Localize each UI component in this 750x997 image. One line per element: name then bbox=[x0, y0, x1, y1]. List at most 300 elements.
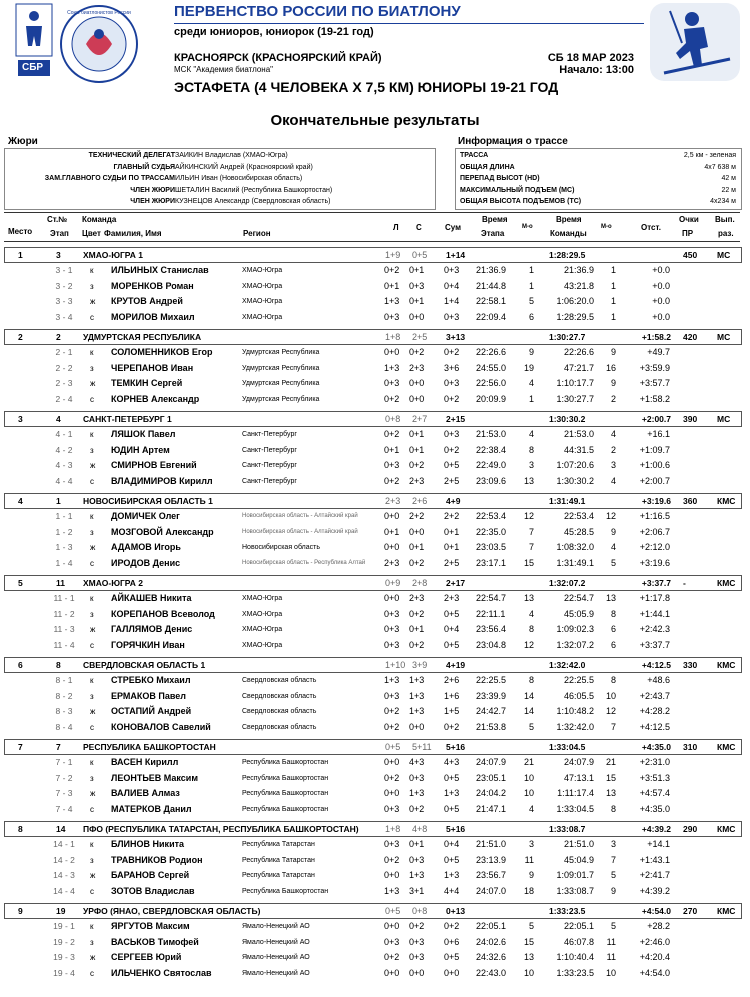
athlete-standing: 0+1 bbox=[409, 429, 425, 439]
course-label: ОБЩАЯ ДЛИНА bbox=[460, 163, 515, 171]
athlete-row bbox=[4, 509, 740, 524]
team-row bbox=[4, 903, 742, 919]
athlete-region: Новосибирская область bbox=[242, 544, 320, 551]
athlete-leg-rank: 21 bbox=[523, 757, 534, 767]
team-prone: 2+3 bbox=[385, 496, 401, 506]
athlete-sum: 0+5 bbox=[444, 772, 460, 783]
athlete-row bbox=[4, 263, 740, 278]
athlete-sum: 4+3 bbox=[444, 757, 460, 767]
athlete-leg-time: 23:09.6 bbox=[476, 475, 507, 486]
athlete-team-rank: 21 bbox=[605, 757, 616, 767]
team-bib: 1 bbox=[56, 496, 61, 506]
athlete-color: ж bbox=[90, 297, 96, 306]
athlete-standing: 0+2 bbox=[409, 347, 425, 357]
athlete-behind: +14.1 bbox=[647, 839, 670, 849]
athlete-leg-time: 23:17.1 bbox=[476, 557, 507, 568]
athlete-row bbox=[4, 622, 740, 637]
athlete-leg-rank: 7 bbox=[528, 542, 534, 552]
athlete-color: к bbox=[90, 266, 94, 275]
athlete-name: ВАСЕН Кирилл bbox=[111, 757, 179, 767]
athlete-row bbox=[4, 966, 740, 981]
athlete-leg: 1 - 3 bbox=[55, 542, 73, 552]
team-name: ХМАО-ЮГРА 2 bbox=[83, 578, 143, 588]
jury-name: ИЛЬИН Иван (Новосибирская область) bbox=[175, 175, 303, 182]
athlete-leg-time: 22:35.0 bbox=[476, 526, 507, 537]
athlete-leg-rank: 10 bbox=[523, 772, 534, 783]
athlete-leg-rank: 4 bbox=[528, 608, 534, 619]
athlete-leg: 14 - 3 bbox=[53, 870, 75, 880]
athlete-region: Ямало-Ненецкий АО bbox=[242, 938, 310, 946]
athlete-name: ИЛЬЧЕНКО Святослав bbox=[111, 967, 212, 978]
athlete-behind: +2:41.7 bbox=[639, 870, 670, 880]
athlete-row bbox=[4, 310, 740, 325]
athlete-region: ХМАО-Югра bbox=[242, 595, 283, 602]
athlete-name: ВАСЬКОВ Тимофей bbox=[111, 936, 199, 947]
col-name: Фамилия, Имя bbox=[104, 229, 162, 238]
athlete-color: с bbox=[90, 558, 94, 568]
athlete-standing: 0+1 bbox=[409, 296, 425, 306]
athlete-standing: 0+2 bbox=[409, 803, 425, 814]
athlete-team-time: 1:30:30.2 bbox=[556, 475, 594, 486]
jury-row bbox=[9, 185, 332, 196]
athlete-color: с bbox=[90, 640, 94, 650]
athlete-team-time: 22:05.1 bbox=[563, 921, 594, 931]
athlete-row bbox=[4, 755, 740, 770]
team-standing: 5+11 bbox=[412, 742, 432, 752]
athlete-leg: 4 - 2 bbox=[55, 444, 73, 455]
athlete-name: ЕРМАКОВ Павел bbox=[111, 690, 186, 701]
athlete-region: Республика Башкортостан bbox=[242, 790, 329, 797]
athlete-row bbox=[4, 361, 740, 376]
athlete-behind: +4:54.0 bbox=[639, 967, 670, 978]
athlete-team-time: 1:32:42.0 bbox=[556, 721, 594, 732]
athlete-standing: 0+3 bbox=[409, 854, 425, 865]
athlete-region: Санкт-Петербург bbox=[242, 477, 297, 485]
col-bib-top: Ст.№ bbox=[47, 215, 68, 224]
athlete-leg: 14 - 4 bbox=[53, 885, 75, 896]
athlete-team-rank: 11 bbox=[606, 952, 616, 962]
athlete-standing: 0+0 bbox=[409, 721, 425, 732]
athlete-prone: 0+0 bbox=[384, 511, 400, 521]
course-label: ПЕРЕПАД ВЫСОТ (HD) bbox=[460, 175, 540, 182]
athlete-team-rank: 1 bbox=[610, 265, 616, 275]
athlete-color: ж bbox=[90, 707, 96, 716]
athlete-row bbox=[4, 607, 740, 622]
athlete-leg-rank: 1 bbox=[528, 393, 534, 404]
athlete-sum: 0+1 bbox=[444, 542, 460, 552]
athlete-prone: 0+2 bbox=[384, 393, 400, 404]
athlete-standing: 0+0 bbox=[409, 311, 425, 322]
team-time: 1:31:49.1 bbox=[549, 496, 586, 506]
athlete-leg: 1 - 4 bbox=[55, 557, 73, 568]
athlete-behind: +2:12.0 bbox=[639, 542, 670, 552]
athlete-color: ж bbox=[90, 625, 96, 634]
athlete-team-time: 24:07.9 bbox=[563, 757, 594, 767]
header-divider bbox=[174, 23, 644, 24]
jury-row bbox=[9, 196, 330, 207]
athlete-sum: 0+2 bbox=[444, 347, 460, 357]
team-bib: 14 bbox=[56, 824, 66, 834]
course-title: Информация о трассе bbox=[458, 136, 568, 147]
athlete-leg-time: 24:04.2 bbox=[476, 788, 507, 798]
athlete-standing: 0+3 bbox=[409, 936, 425, 947]
course-label: ОБЩАЯ ВЫСОТА ПОДЪЕМОВ (TC) bbox=[460, 198, 582, 205]
athlete-leg-rank: 12 bbox=[523, 511, 534, 521]
athlete-name: КОНОВАЛОВ Савелий bbox=[111, 721, 211, 732]
team-standing: 2+8 bbox=[412, 578, 428, 588]
athlete-behind: +2:00.7 bbox=[639, 475, 670, 486]
course-value: 22 м bbox=[721, 186, 736, 194]
athlete-standing: 1+3 bbox=[409, 675, 425, 685]
athlete-standing: 2+2 bbox=[409, 511, 425, 521]
athlete-sum: 0+0 bbox=[444, 967, 460, 978]
team-time: 1:30:27.7 bbox=[549, 332, 586, 342]
athlete-region: Ямало-Ненецкий АО bbox=[242, 969, 310, 977]
course-value: 42 м bbox=[721, 175, 736, 182]
athlete-row bbox=[4, 935, 740, 950]
athlete-leg-time: 22:38.4 bbox=[476, 444, 507, 455]
athlete-leg-time: 22:58.1 bbox=[476, 296, 507, 306]
athlete-team-rank: 6 bbox=[610, 639, 616, 650]
team-points: 330 bbox=[683, 660, 698, 670]
course-box bbox=[455, 148, 742, 210]
team-time: 1:32:42.0 bbox=[549, 660, 586, 670]
course-row bbox=[460, 196, 736, 207]
athlete-leg-rank: 13 bbox=[523, 475, 534, 486]
athlete-standing: 0+2 bbox=[409, 639, 425, 650]
athlete-region: Санкт-Петербург bbox=[242, 431, 297, 438]
athlete-standing: 0+3 bbox=[409, 772, 425, 783]
athlete-sum: 0+2 bbox=[444, 393, 460, 404]
athlete-name: АДАМОВ Игорь bbox=[111, 542, 181, 552]
athlete-behind: +4:28.2 bbox=[639, 706, 670, 716]
athlete-team-rank: 3 bbox=[610, 839, 616, 849]
athlete-leg: 8 - 3 bbox=[55, 706, 73, 716]
athlete-sum: 0+4 bbox=[444, 839, 460, 849]
athlete-team-rank: 1 bbox=[610, 296, 616, 306]
athlete-name: ГОРЯЧКИН Иван bbox=[111, 639, 185, 650]
athlete-prone: 0+0 bbox=[384, 757, 400, 767]
jury-name: ЗАИКИН Владислав (ХМАО-Югра) bbox=[175, 152, 288, 159]
team-points: 390 bbox=[683, 414, 698, 424]
athlete-name: ЮДИН Артем bbox=[111, 444, 170, 455]
athlete-prone: 1+3 bbox=[384, 362, 400, 373]
athlete-sum: 0+5 bbox=[444, 608, 460, 619]
team-name: РЕСПУБЛИКА БАШКОРТОСТАН bbox=[83, 742, 216, 752]
team-time: 1:28:29.5 bbox=[549, 250, 586, 260]
athlete-team-rank: 1 bbox=[610, 311, 616, 322]
athlete-standing: 0+3 bbox=[409, 952, 425, 962]
athlete-team-rank: 9 bbox=[610, 526, 616, 537]
team-prone: 0+9 bbox=[385, 578, 401, 588]
athlete-team-time: 1:31:49.1 bbox=[556, 557, 594, 568]
col-behind: Отст. bbox=[641, 223, 661, 232]
course-row bbox=[460, 185, 736, 196]
location: КРАСНОЯРСК (КРАСНОЯРСКИЙ КРАЙ) bbox=[174, 52, 382, 64]
athlete-leg-time: 23:56.7 bbox=[476, 870, 507, 880]
athlete-leg-rank: 18 bbox=[523, 885, 534, 896]
athlete-leg: 3 - 1 bbox=[55, 265, 73, 275]
team-rank: МС bbox=[717, 414, 731, 424]
athlete-leg: 11 - 1 bbox=[53, 593, 75, 603]
athlete-color: к bbox=[90, 676, 94, 685]
athlete-standing: 0+0 bbox=[409, 526, 425, 537]
athlete-row bbox=[4, 853, 740, 868]
athlete-leg: 3 - 3 bbox=[55, 296, 73, 306]
athlete-name: ЛЕОНТЬЕВ Максим bbox=[111, 772, 198, 783]
athlete-prone: 0+2 bbox=[384, 706, 400, 716]
team-standing: 0+8 bbox=[412, 906, 428, 916]
athlete-leg: 19 - 1 bbox=[53, 921, 75, 931]
athlete-region: ХМАО-Югра bbox=[242, 641, 283, 649]
athlete-sum: 1+3 bbox=[444, 788, 460, 798]
athlete-leg: 3 - 4 bbox=[55, 311, 73, 322]
athlete-behind: +2:42.3 bbox=[639, 624, 670, 634]
team-row bbox=[4, 739, 742, 755]
athlete-color: ж bbox=[90, 871, 96, 880]
championship-title: ПЕРВЕНСТВО РОССИИ ПО БИАТЛОНУ bbox=[174, 3, 461, 20]
athlete-behind: +4:12.5 bbox=[639, 721, 670, 732]
athlete-row bbox=[4, 525, 740, 540]
athlete-standing: 1+3 bbox=[409, 870, 425, 880]
athlete-row bbox=[4, 919, 740, 934]
athlete-row bbox=[4, 474, 740, 489]
athlete-color: к bbox=[90, 758, 94, 767]
athlete-prone: 0+2 bbox=[384, 854, 400, 865]
team-place: 3 bbox=[18, 414, 23, 424]
athlete-leg: 1 - 1 bbox=[55, 511, 73, 521]
team-behind: +2:00.7 bbox=[641, 414, 671, 424]
team-place: 5 bbox=[18, 578, 23, 588]
athlete-team-time: 21:36.9 bbox=[563, 265, 594, 275]
athlete-sum: 0+1 bbox=[444, 526, 460, 537]
athlete-prone: 0+3 bbox=[384, 690, 400, 701]
team-name: НОВОСИБИРСКАЯ ОБЛАСТЬ 1 bbox=[83, 496, 213, 506]
team-rank: КМС bbox=[717, 496, 736, 506]
athlete-leg-time: 21:53.0 bbox=[476, 429, 507, 439]
athlete-standing: 0+2 bbox=[409, 921, 425, 931]
col-leg: Этап bbox=[50, 229, 69, 238]
athlete-leg-rank: 5 bbox=[528, 296, 534, 306]
athlete-team-time: 1:10:40.4 bbox=[556, 952, 594, 962]
athlete-team-time: 1:10:48.2 bbox=[556, 706, 594, 716]
team-points: 450 bbox=[683, 250, 698, 260]
athlete-region: Санкт-Петербург bbox=[242, 446, 297, 454]
athlete-team-rank: 8 bbox=[610, 803, 616, 814]
athlete-row bbox=[4, 689, 740, 704]
athlete-row bbox=[4, 392, 740, 407]
team-points: - bbox=[683, 578, 686, 588]
athlete-row bbox=[4, 868, 740, 883]
athlete-row bbox=[4, 638, 740, 653]
athlete-name: МОРИЛОВ Михаил bbox=[111, 311, 195, 322]
athlete-name: МОЗГОВОЙ Александр bbox=[111, 526, 214, 537]
athlete-region: Республика Татарстан bbox=[242, 872, 315, 879]
team-place: 4 bbox=[18, 496, 23, 506]
team-behind: +4:39.2 bbox=[641, 824, 671, 834]
athlete-row bbox=[4, 427, 740, 442]
athlete-behind: +0.0 bbox=[652, 311, 670, 322]
athlete-behind: +3:19.6 bbox=[639, 557, 670, 568]
athlete-sum: 0+5 bbox=[444, 854, 460, 865]
athlete-team-time: 46:07.8 bbox=[563, 936, 594, 947]
athlete-leg: 8 - 2 bbox=[55, 690, 73, 701]
athlete-region: Свердловская область bbox=[242, 708, 317, 715]
team-prone: 0+5 bbox=[385, 906, 401, 916]
athlete-team-time: 22:53.4 bbox=[563, 511, 594, 521]
athlete-color: к bbox=[90, 348, 94, 357]
team-sum: 2+15 bbox=[446, 414, 466, 424]
athlete-color: к bbox=[90, 594, 94, 603]
team-standing: 0+5 bbox=[412, 250, 428, 260]
athlete-color: з bbox=[90, 609, 94, 619]
athlete-sum: 0+3 bbox=[444, 311, 460, 322]
athlete-sum: 1+4 bbox=[444, 296, 460, 306]
athlete-prone: 0+3 bbox=[384, 378, 400, 388]
start-time: Начало: 13:00 bbox=[559, 64, 634, 76]
athlete-leg: 7 - 2 bbox=[55, 772, 73, 783]
team-sum: 5+16 bbox=[446, 824, 466, 834]
athlete-leg-rank: 9 bbox=[528, 347, 534, 357]
header-rule-top bbox=[4, 212, 740, 213]
team-time: 1:33:23.5 bbox=[549, 906, 586, 916]
athlete-color: ж bbox=[90, 789, 96, 798]
athlete-behind: +4:57.4 bbox=[639, 788, 670, 798]
athlete-team-rank: 7 bbox=[610, 854, 616, 865]
athlete-prone: 0+2 bbox=[384, 429, 400, 439]
athlete-sum: 4+4 bbox=[444, 885, 460, 896]
athlete-sum: 0+3 bbox=[444, 265, 460, 275]
athlete-name: ВЛАДИМИРОВ Кирилл bbox=[111, 475, 213, 486]
athlete-region: Свердловская область bbox=[242, 723, 317, 731]
athlete-team-rank: 2 bbox=[610, 444, 616, 455]
athlete-behind: +3:37.7 bbox=[639, 639, 670, 650]
athlete-leg-time: 23:39.9 bbox=[476, 690, 507, 701]
team-sum: 0+13 bbox=[446, 906, 466, 916]
athlete-row bbox=[4, 591, 740, 606]
athlete-region: ХМАО-Югра bbox=[242, 313, 283, 321]
athlete-leg-rank: 1 bbox=[528, 280, 534, 291]
athlete-standing: 0+0 bbox=[409, 393, 425, 404]
athlete-prone: 0+1 bbox=[384, 526, 400, 537]
athlete-color: с bbox=[90, 968, 94, 978]
team-row bbox=[4, 493, 742, 509]
athlete-leg-time: 24:55.0 bbox=[476, 362, 507, 373]
col-sum: Сум bbox=[445, 223, 462, 232]
athlete-leg: 14 - 1 bbox=[53, 839, 75, 849]
athlete-name: ТРАВНИКОВ Родион bbox=[111, 854, 203, 865]
athlete-prone: 0+3 bbox=[384, 608, 400, 619]
athlete-leg: 8 - 1 bbox=[55, 675, 73, 685]
athlete-team-rank: 9 bbox=[610, 885, 616, 896]
athlete-prone: 0+2 bbox=[384, 772, 400, 783]
team-rank: КМС bbox=[717, 660, 736, 670]
athlete-color: ж bbox=[90, 953, 96, 962]
athlete-behind: +2:06.7 bbox=[639, 526, 670, 537]
athlete-region: Новосибирская область - Алтайский край bbox=[242, 528, 358, 535]
col-rank: раз. bbox=[718, 229, 734, 238]
athlete-leg: 4 - 4 bbox=[55, 475, 73, 486]
col-team-time: Команды bbox=[550, 229, 587, 238]
athlete-color: к bbox=[90, 840, 94, 849]
athlete-leg: 11 - 3 bbox=[53, 624, 75, 634]
athlete-leg: 2 - 3 bbox=[55, 378, 73, 388]
athlete-team-rank: 5 bbox=[610, 557, 616, 568]
team-rank: КМС bbox=[717, 824, 736, 834]
athlete-color: з bbox=[90, 363, 94, 373]
team-rank: КМС bbox=[717, 742, 736, 752]
athlete-leg-time: 23:05.1 bbox=[476, 772, 507, 783]
team-bib: 8 bbox=[56, 660, 61, 670]
athlete-leg-rank: 1 bbox=[528, 265, 534, 275]
athlete-prone: 1+3 bbox=[384, 885, 400, 896]
athlete-name: СТРЕБКО Михаил bbox=[111, 675, 191, 685]
athlete-behind: +4:39.2 bbox=[639, 885, 670, 896]
course-label: ТРАССА bbox=[460, 152, 489, 159]
athlete-leg-time: 24:32.6 bbox=[476, 952, 507, 962]
athlete-sum: 0+2 bbox=[444, 721, 460, 732]
team-place: 6 bbox=[18, 660, 23, 670]
athlete-team-time: 45:04.9 bbox=[563, 854, 594, 865]
athlete-standing: 0+2 bbox=[409, 460, 425, 470]
col-rank-top: Вып. bbox=[715, 215, 735, 224]
athlete-leg: 2 - 4 bbox=[55, 393, 73, 404]
athlete-prone: 2+3 bbox=[384, 557, 400, 568]
team-prone: 1+8 bbox=[385, 824, 401, 834]
athlete-sum: 0+2 bbox=[444, 921, 460, 931]
athlete-leg-time: 22:11.1 bbox=[476, 608, 506, 619]
venue: МСК "Академия биатлона" bbox=[174, 65, 273, 74]
athlete-prone: 0+1 bbox=[384, 280, 400, 291]
athlete-standing: 1+3 bbox=[409, 788, 425, 798]
athlete-color: з bbox=[90, 773, 94, 783]
athlete-leg-rank: 12 bbox=[523, 639, 534, 650]
athlete-team-time: 22:26.6 bbox=[563, 347, 594, 357]
athlete-color: з bbox=[90, 691, 94, 701]
athlete-behind: +2:31.0 bbox=[639, 757, 670, 767]
athlete-sum: 0+5 bbox=[444, 460, 460, 470]
team-bib: 2 bbox=[56, 332, 61, 342]
athlete-leg: 4 - 1 bbox=[55, 429, 73, 439]
athlete-region: Республика Башкортостан bbox=[242, 759, 329, 766]
athlete-standing: 0+0 bbox=[409, 378, 425, 388]
athlete-team-time: 46:05.5 bbox=[563, 690, 594, 701]
athlete-team-rank: 2 bbox=[610, 393, 616, 404]
athlete-name: МОРЕНКОВ Роман bbox=[111, 280, 194, 291]
athlete-prone: 0+2 bbox=[384, 265, 400, 275]
athlete-team-rank: 8 bbox=[610, 608, 616, 619]
athlete-team-time: 1:09:02.3 bbox=[556, 624, 594, 634]
athlete-behind: +0.0 bbox=[652, 280, 670, 291]
team-sum: 4+9 bbox=[446, 496, 461, 506]
team-bib: 11 bbox=[56, 578, 65, 588]
team-time: 1:32:07.2 bbox=[549, 578, 586, 588]
athlete-team-time: 1:30:27.7 bbox=[556, 393, 594, 404]
athlete-name: ЗОТОВ Владислав bbox=[111, 885, 195, 896]
team-row bbox=[4, 821, 742, 837]
athlete-team-rank: 4 bbox=[610, 475, 616, 486]
athlete-behind: +28.2 bbox=[647, 921, 670, 931]
athlete-leg-rank: 5 bbox=[528, 921, 534, 931]
athlete-region: ХМАО-Югра bbox=[242, 610, 283, 618]
athlete-row bbox=[4, 443, 740, 458]
sbr-logo bbox=[14, 2, 142, 84]
athlete-leg: 1 - 2 bbox=[55, 526, 73, 537]
athlete-leg-time: 20:09.9 bbox=[476, 393, 507, 404]
athlete-prone: 0+0 bbox=[384, 788, 400, 798]
athlete-leg: 7 - 1 bbox=[55, 757, 73, 767]
athlete-leg-time: 21:53.8 bbox=[476, 721, 507, 732]
